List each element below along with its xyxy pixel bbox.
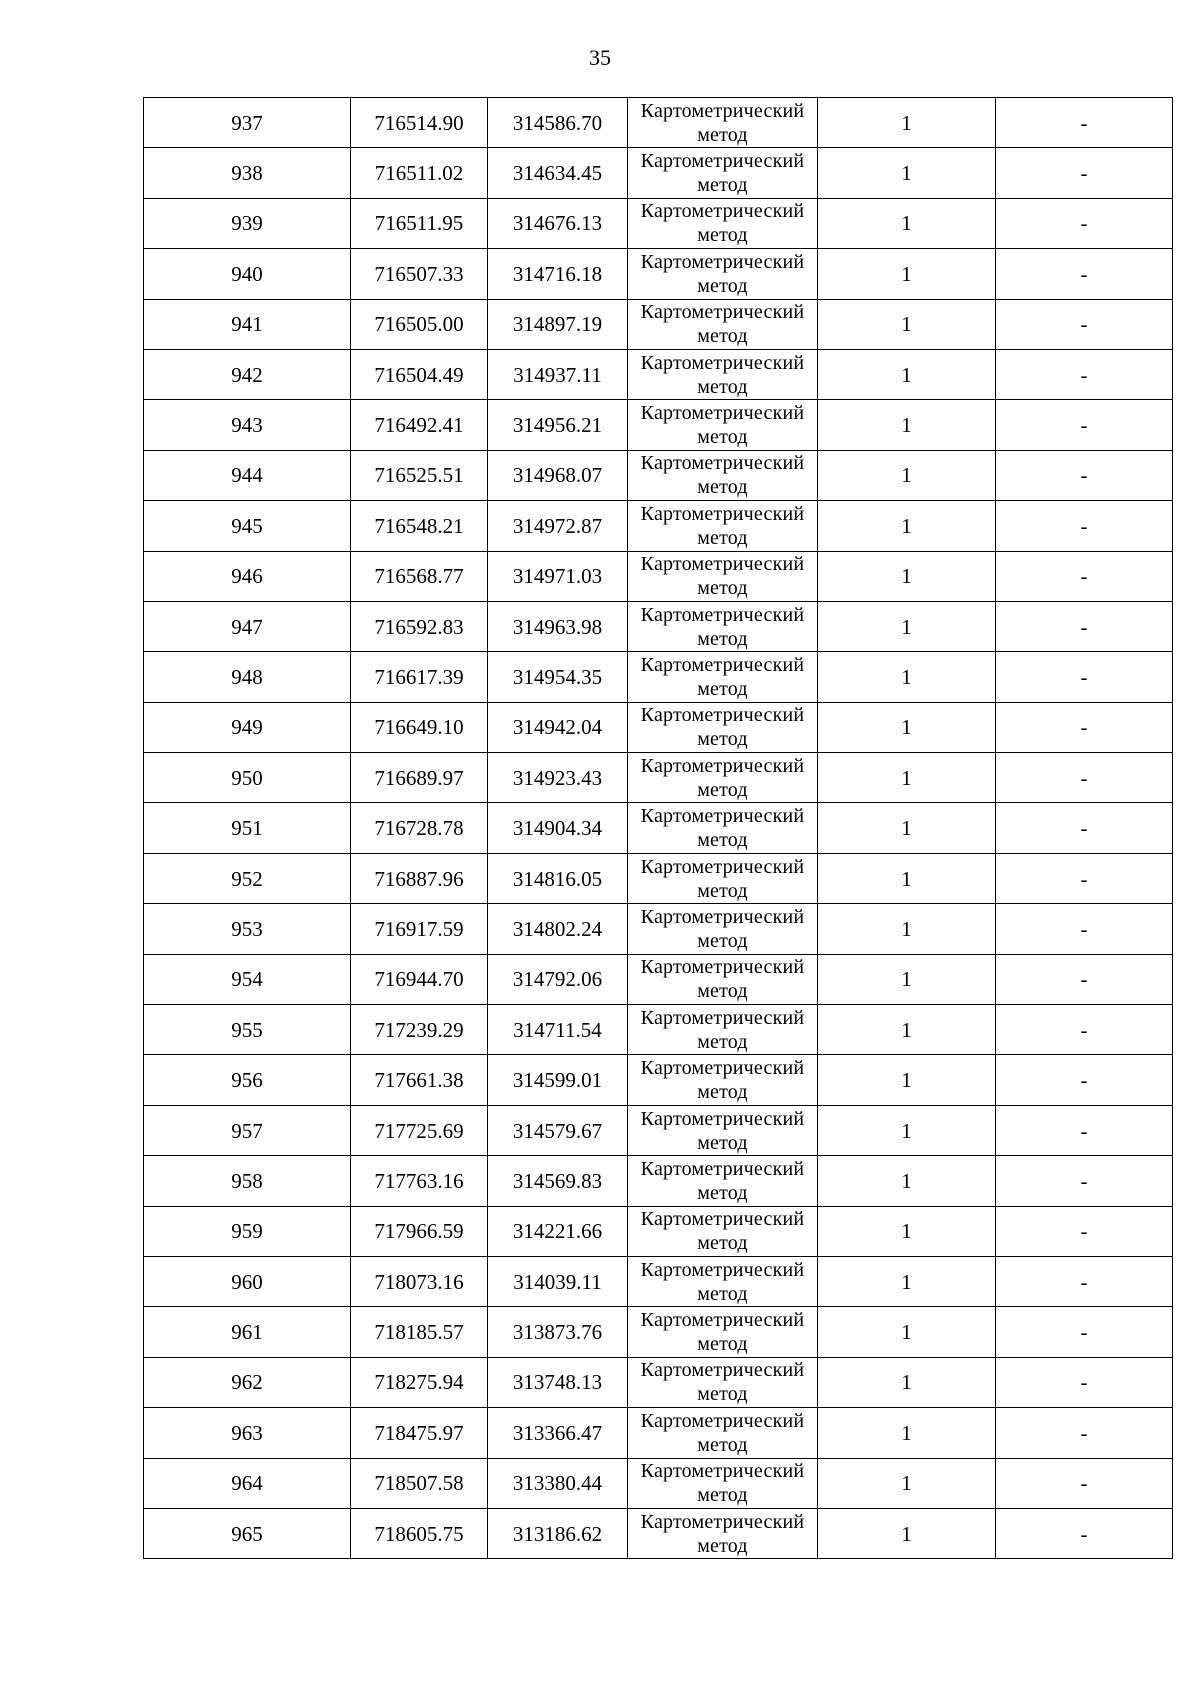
method-label-line1: Картометрический [640,1409,805,1432]
coordinate-x-cell: 716504.49 [351,349,488,399]
note-cell: - [996,400,1173,450]
note-cell: - [996,98,1173,148]
method-label-line1: Картометрический [640,855,805,878]
coordinate-x-cell: 716728.78 [351,803,488,853]
point-number-cell: 958 [144,1156,351,1206]
note-cell: - [996,1005,1173,1055]
coordinates-table [143,97,1173,1559]
method-cell [628,299,818,349]
method-cell [628,853,818,903]
coordinate-y-cell: 314937.11 [488,349,628,399]
method-label-line1: Картометрический [640,805,805,828]
table-row [144,1357,1173,1407]
coordinate-y-cell: 314968.07 [488,450,628,500]
precision-cell: 1 [818,1005,996,1055]
point-number-cell: 961 [144,1307,351,1357]
coordinate-y-cell: 314634.45 [488,148,628,198]
method-cell [628,501,818,551]
coordinate-y-cell: 314904.34 [488,803,628,853]
note-cell: - [996,1357,1173,1407]
coordinate-y-cell: 314816.05 [488,853,628,903]
note-cell: - [996,349,1173,399]
method-cell [628,198,818,248]
note-cell: - [996,1206,1173,1256]
table-row [144,702,1173,752]
method-label-line2: метод [697,1030,748,1053]
point-number-cell: 938 [144,148,351,198]
method-label-line1: Картометрический [640,1006,805,1029]
method-label-line2: метод [697,1232,748,1255]
point-number-cell: 943 [144,400,351,450]
coordinate-y-cell: 314792.06 [488,954,628,1004]
note-cell: - [996,803,1173,853]
coordinate-x-cell: 716887.96 [351,853,488,903]
table-row [144,349,1173,399]
coordinate-x-cell: 716505.00 [351,299,488,349]
table-body [144,98,1173,1559]
table-row [144,652,1173,702]
precision-cell: 1 [818,753,996,803]
table-row [144,1055,1173,1105]
method-cell [628,1105,818,1155]
method-label-line2: метод [697,677,748,700]
method-label-line2: метод [697,1181,748,1204]
method-label-line1: Картометрический [640,1057,805,1080]
method-label-line2: метод [697,375,748,398]
precision-cell: 1 [818,853,996,903]
coordinate-y-cell: 313380.44 [488,1458,628,1508]
method-label-line1: Картометрический [640,1258,805,1281]
method-cell [628,551,818,601]
coordinate-y-cell: 314802.24 [488,904,628,954]
table-row [144,1206,1173,1256]
table-row [144,601,1173,651]
table-row [144,853,1173,903]
method-cell [628,1055,818,1105]
coordinate-x-cell: 716492.41 [351,400,488,450]
table-row [144,450,1173,500]
method-label-line1: Картометрический [640,1208,805,1231]
note-cell: - [996,501,1173,551]
point-number-cell: 944 [144,450,351,500]
coordinate-x-cell: 716944.70 [351,954,488,1004]
method-cell [628,1408,818,1458]
note-cell: - [996,450,1173,500]
method-label-line1: Картометрический [640,1460,805,1483]
page-number: 35 [589,45,611,70]
coordinate-y-cell: 314963.98 [488,601,628,651]
note-cell: - [996,1458,1173,1508]
method-cell [628,400,818,450]
table-row [144,249,1173,299]
point-number-cell: 949 [144,702,351,752]
coordinate-y-cell: 313873.76 [488,1307,628,1357]
table-row [144,1408,1173,1458]
precision-cell: 1 [818,1206,996,1256]
precision-cell: 1 [818,501,996,551]
coordinate-y-cell: 314923.43 [488,753,628,803]
method-label-line2: метод [697,476,748,499]
method-label-line1: Картометрический [640,452,805,475]
coordinate-y-cell: 314956.21 [488,400,628,450]
table-row [144,904,1173,954]
table-row [144,954,1173,1004]
method-cell [628,904,818,954]
precision-cell: 1 [818,551,996,601]
coordinate-y-cell: 314942.04 [488,702,628,752]
method-label-line2: метод [697,426,748,449]
method-label-line1: Картометрический [640,200,805,223]
table-row [144,299,1173,349]
method-label-line2: метод [697,1484,748,1507]
table-row [144,400,1173,450]
precision-cell: 1 [818,1408,996,1458]
note-cell: - [996,753,1173,803]
precision-cell: 1 [818,450,996,500]
method-label-line2: метод [697,1433,748,1456]
note-cell: - [996,601,1173,651]
coordinate-y-cell: 314039.11 [488,1256,628,1306]
table-row [144,1005,1173,1055]
coordinate-y-cell: 314586.70 [488,98,628,148]
point-number-cell: 955 [144,1005,351,1055]
precision-cell: 1 [818,803,996,853]
note-cell: - [996,1256,1173,1306]
method-label-line1: Картометрический [640,250,805,273]
point-number-cell: 960 [144,1256,351,1306]
method-cell [628,98,818,148]
method-label-line2: метод [697,627,748,650]
precision-cell: 1 [818,1307,996,1357]
coordinate-y-cell: 314711.54 [488,1005,628,1055]
coordinate-x-cell: 718475.97 [351,1408,488,1458]
precision-cell: 1 [818,249,996,299]
table-row [144,148,1173,198]
table-row [144,1105,1173,1155]
method-label-line2: метод [697,1131,748,1154]
point-number-cell: 964 [144,1458,351,1508]
table-row [144,753,1173,803]
coordinate-y-cell: 313366.47 [488,1408,628,1458]
coordinate-x-cell: 718605.75 [351,1508,488,1558]
note-cell: - [996,904,1173,954]
coordinate-x-cell: 717661.38 [351,1055,488,1105]
coordinate-x-cell: 718507.58 [351,1458,488,1508]
point-number-cell: 959 [144,1206,351,1256]
coordinate-x-cell: 716525.51 [351,450,488,500]
coordinate-x-cell: 717763.16 [351,1156,488,1206]
precision-cell: 1 [818,1055,996,1105]
precision-cell: 1 [818,904,996,954]
point-number-cell: 962 [144,1357,351,1407]
point-number-cell: 945 [144,501,351,551]
precision-cell: 1 [818,1357,996,1407]
method-cell [628,1206,818,1256]
table-row [144,501,1173,551]
point-number-cell: 947 [144,601,351,651]
table-row [144,1156,1173,1206]
method-label-line1: Картометрический [640,402,805,425]
precision-cell: 1 [818,601,996,651]
precision-cell: 1 [818,1105,996,1155]
point-number-cell: 954 [144,954,351,1004]
method-cell [628,1005,818,1055]
method-label-line1: Картометрический [640,1510,805,1533]
coordinate-x-cell: 716514.90 [351,98,488,148]
method-cell [628,652,818,702]
method-cell [628,1256,818,1306]
method-label-line1: Картометрический [640,653,805,676]
table-row [144,98,1173,148]
precision-cell: 1 [818,98,996,148]
precision-cell: 1 [818,299,996,349]
method-cell [628,1156,818,1206]
coordinate-x-cell: 716568.77 [351,551,488,601]
method-label-line1: Картометрический [640,150,805,173]
precision-cell: 1 [818,349,996,399]
note-cell: - [996,1156,1173,1206]
coordinate-x-cell: 717725.69 [351,1105,488,1155]
method-label-line1: Картометрический [640,553,805,576]
coordinate-x-cell: 716689.97 [351,753,488,803]
note-cell: - [996,148,1173,198]
coordinate-y-cell: 314569.83 [488,1156,628,1206]
coordinate-y-cell: 314972.87 [488,501,628,551]
table-row [144,551,1173,601]
coordinate-y-cell: 314971.03 [488,551,628,601]
point-number-cell: 951 [144,803,351,853]
method-cell [628,148,818,198]
method-label-line2: метод [697,1333,748,1356]
coordinate-x-cell: 717966.59 [351,1206,488,1256]
point-number-cell: 957 [144,1105,351,1155]
method-cell [628,1357,818,1407]
note-cell: - [996,198,1173,248]
coordinate-x-cell: 716548.21 [351,501,488,551]
point-number-cell: 937 [144,98,351,148]
note-cell: - [996,702,1173,752]
method-label-line2: метод [697,325,748,348]
point-number-cell: 946 [144,551,351,601]
coordinate-x-cell: 716511.95 [351,198,488,248]
table-row [144,1508,1173,1558]
coordinate-x-cell: 718073.16 [351,1256,488,1306]
note-cell: - [996,652,1173,702]
method-label-line1: Картометрический [640,1107,805,1130]
precision-cell: 1 [818,198,996,248]
coordinate-x-cell: 716917.59 [351,904,488,954]
method-label-line2: метод [697,526,748,549]
coordinate-y-cell: 314221.66 [488,1206,628,1256]
method-label-line2: метод [697,274,748,297]
table-row [144,198,1173,248]
method-label-line2: метод [697,778,748,801]
method-label-line2: метод [697,1383,748,1406]
method-label-line1: Картометрический [640,754,805,777]
method-label-line2: метод [697,577,748,600]
method-label-line1: Картометрический [640,603,805,626]
method-cell [628,753,818,803]
method-label-line2: метод [697,1282,748,1305]
method-label-line2: метод [697,728,748,751]
method-cell [628,450,818,500]
note-cell: - [996,853,1173,903]
method-label-line1: Картометрический [640,1359,805,1382]
precision-cell: 1 [818,400,996,450]
method-cell [628,954,818,1004]
point-number-cell: 956 [144,1055,351,1105]
method-label-line2: метод [697,829,748,852]
point-number-cell: 940 [144,249,351,299]
coordinate-x-cell: 716649.10 [351,702,488,752]
coordinate-y-cell: 314954.35 [488,652,628,702]
method-label-line1: Картометрический [640,301,805,324]
coordinate-y-cell: 313748.13 [488,1357,628,1407]
coordinate-y-cell: 314599.01 [488,1055,628,1105]
note-cell: - [996,1105,1173,1155]
note-cell: - [996,954,1173,1004]
coordinate-y-cell: 313186.62 [488,1508,628,1558]
coordinate-x-cell: 716511.02 [351,148,488,198]
point-number-cell: 948 [144,652,351,702]
coordinate-x-cell: 718275.94 [351,1357,488,1407]
coordinate-y-cell: 314676.13 [488,198,628,248]
coordinate-y-cell: 314897.19 [488,299,628,349]
note-cell: - [996,1055,1173,1105]
coordinate-y-cell: 314716.18 [488,249,628,299]
method-label-line1: Картометрический [640,1157,805,1180]
point-number-cell: 942 [144,349,351,399]
table-row [144,1458,1173,1508]
method-label-line2: метод [697,879,748,902]
method-cell [628,1458,818,1508]
point-number-cell: 952 [144,853,351,903]
method-cell [628,702,818,752]
precision-cell: 1 [818,1458,996,1508]
precision-cell: 1 [818,1156,996,1206]
note-cell: - [996,1508,1173,1558]
method-cell [628,349,818,399]
method-label-line1: Картометрический [640,905,805,928]
point-number-cell: 939 [144,198,351,248]
table-row [144,803,1173,853]
coordinate-y-cell: 314579.67 [488,1105,628,1155]
method-label-line2: метод [697,1081,748,1104]
method-label-line2: метод [697,980,748,1003]
method-cell [628,1508,818,1558]
method-label-line1: Картометрический [640,704,805,727]
method-label-line2: метод [697,1534,748,1557]
note-cell: - [996,551,1173,601]
precision-cell: 1 [818,652,996,702]
coordinate-x-cell: 716507.33 [351,249,488,299]
point-number-cell: 941 [144,299,351,349]
point-number-cell: 965 [144,1508,351,1558]
method-label-line1: Картометрический [640,1309,805,1332]
coordinate-x-cell: 718185.57 [351,1307,488,1357]
note-cell: - [996,1307,1173,1357]
table-row [144,1307,1173,1357]
method-label-line1: Картометрический [640,351,805,374]
method-label-line1: Картометрический [640,502,805,525]
method-label-line1: Картометрический [640,99,805,122]
point-number-cell: 963 [144,1408,351,1458]
precision-cell: 1 [818,954,996,1004]
method-cell [628,1307,818,1357]
table-row [144,1256,1173,1306]
precision-cell: 1 [818,148,996,198]
coordinate-x-cell: 717239.29 [351,1005,488,1055]
precision-cell: 1 [818,1256,996,1306]
precision-cell: 1 [818,702,996,752]
method-cell [628,601,818,651]
note-cell: - [996,249,1173,299]
method-label-line2: метод [697,224,748,247]
point-number-cell: 950 [144,753,351,803]
note-cell: - [996,1408,1173,1458]
method-label-line2: метод [697,123,748,146]
method-label-line1: Картометрический [640,956,805,979]
method-cell [628,803,818,853]
precision-cell: 1 [818,1508,996,1558]
method-label-line2: метод [697,929,748,952]
method-label-line2: метод [697,174,748,197]
point-number-cell: 953 [144,904,351,954]
coordinate-x-cell: 716592.83 [351,601,488,651]
coordinate-x-cell: 716617.39 [351,652,488,702]
note-cell: - [996,299,1173,349]
method-cell [628,249,818,299]
